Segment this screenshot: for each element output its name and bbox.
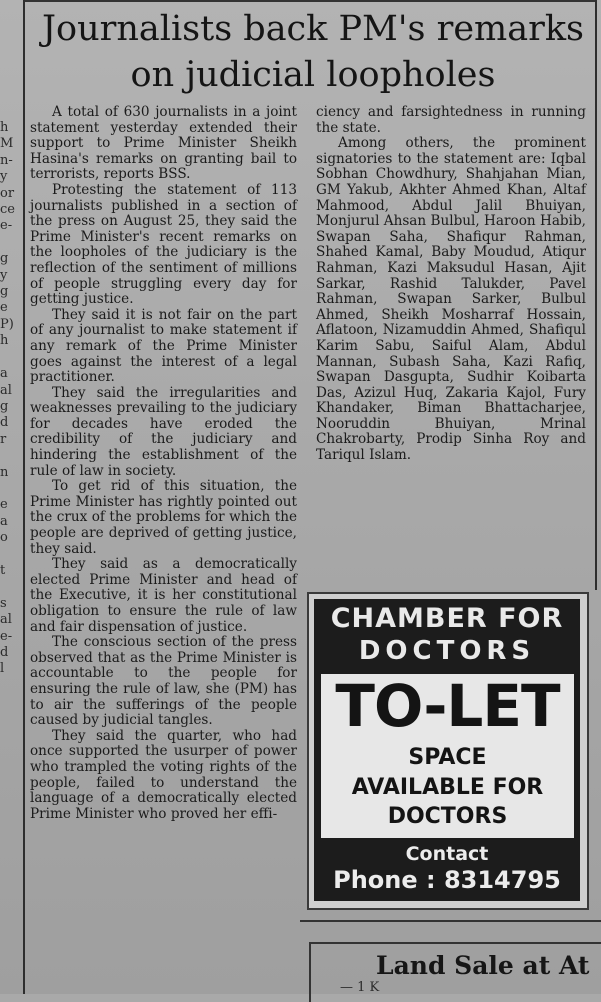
fragment-line: n- (0, 152, 13, 168)
fragment-line (0, 235, 18, 251)
paragraph: They said the irregularities and weaknesses prevailing to the judiciary for decades have eroded the credibility of the judiciary and hindering the establishment of the rule of law in society. (30, 384, 297, 479)
fragment-line (0, 448, 18, 464)
fragment-line: ce (0, 202, 15, 218)
fragment-line: g (0, 284, 9, 300)
fragment-line: h (0, 333, 9, 349)
land-sale-fragment: — 1 K (340, 980, 380, 995)
paragraph: Among others, the prominent signatories to the statement are: Iqbal Sobhan Chowdhury, Shahjahan Mian, GM Yakub, Akhter Ahmed Khan, Altaf Mahmood, Abdul Jalil Bhuiyan, Monjurul Ahsan Bulbul, Haroon Habib, Swapan Saha, Shafiqur Rahman, Shahed Kamal, Baby Moudud, Atiqur Rahman, Kazi Maksudul Hasan, Ajit Sarkar, Rashid Talukder, Pavel Rahman, Swapan Sarker, Bulbul Ahmed, Sheikh Mosharraf Hossain, Aflatoon, Nizamuddin Ahmed, Shafiqul Karim Sabu, Saiful Alam, Abdul Mannan, Subash Saha, Kazi Rafiq, Swapan Dasgupta, Sudhir Koibarta Das, Azizul Huq, Zakaria Kajol, Fury Khandaker, Biman Bhattacharjee, Nooruddin Bhuiyan, Mrinal Chakrobarty, Prodip Sinha Roy and Tariqul Islam. (316, 135, 586, 464)
paragraph: Protesting the statement of 113 journalists published in a section of the press on August 25, they said the Prime Minister's recent remarks on the loopholes of the judiciary is the reflection of the sentiment of millions of people struggling every day for getting justice. (30, 181, 297, 308)
paragraph: They said it is not fair on the part of any journalist to make statement if any remark of the Prime Minister goes against the interest of a legal practitioner. (30, 306, 297, 386)
fragment-line: M (0, 136, 14, 152)
section-rule (300, 920, 601, 922)
ad-title-line-1: CHAMBER FOR (330, 603, 564, 634)
ad-contact-label: Contact (405, 843, 489, 865)
paragraph: They said the quarter, who had once supported the usurper of power who trampled the voting rights of the people, failed to understand the language of a democratically elected Prime Minister who proved her effi- (30, 727, 297, 822)
ad-phone-number: Phone : 8314795 (333, 866, 561, 894)
fragment-line: o (0, 530, 8, 546)
fragment-line (0, 547, 18, 563)
paragraph: To get rid of this situation, the Prime Minister has rightly pointed out the crux of the problems for which the people are deprived of getting justice, they said. (30, 478, 297, 557)
fragment-line: h (0, 120, 9, 135)
article-headline: Journalists back PM's remarks on judicial loopholes (42, 9, 584, 95)
fragment-line: or (0, 185, 15, 201)
fragment-line: g (0, 251, 9, 267)
ad-line-available: AVAILABLE FOR (351, 775, 544, 800)
fragment-line: e (0, 497, 8, 513)
fragment-line: e- (0, 628, 13, 644)
fragment-line: t (0, 562, 6, 578)
article-column-1 (30, 105, 297, 822)
column-rule-left (23, 0, 25, 994)
ad-to-let: TO-LET (335, 672, 560, 740)
fragment-line: y (0, 267, 8, 283)
fragment-line: d (0, 415, 9, 431)
paragraph: A total of 630 journalists in a joint statement yesterday extended their support to Prime Minister Sheikh Hasina's remarks on granting bail to terrorists, reports BSS. (30, 104, 297, 183)
top-rule (23, 0, 597, 2)
land-sale-headline: Land Sale at At (376, 951, 590, 980)
article-column-2 (316, 105, 586, 464)
fragment-line: y (0, 169, 8, 185)
adjacent-article-fragment (0, 120, 18, 880)
fragment-line: e (0, 300, 8, 316)
fragment-line: P) (0, 316, 14, 332)
paragraph: ciency and farsightedness in running the state. (316, 104, 586, 136)
ad-line-space: SPACE (408, 745, 487, 770)
fragment-line: d (0, 645, 9, 660)
fragment-line: g (0, 398, 9, 414)
paragraph: They said as a democratically elected Prime Minister and head of the Executive, it is her constitutional obligation to ensure the rule of law and fair dispensation of justice. (30, 556, 297, 635)
paragraph: The conscious section of the press observed that as the Prime Minister is accountable to the people for ensuring the rule of law, she (PM) has to air the sufferings of the people caused by judicial tangles. (30, 634, 297, 729)
fragment-line (0, 350, 18, 366)
fragment-line (0, 579, 18, 595)
fragment-line: s (0, 595, 7, 611)
fragment-line (0, 481, 18, 497)
ad-line-doctors: DOCTORS (387, 804, 508, 829)
fragment-line: n (0, 464, 9, 480)
fragment-line: al (0, 382, 12, 398)
ad-title-line-2: DOCTORS (358, 636, 536, 666)
fragment-line: al (0, 612, 12, 628)
fragment-line: a (0, 366, 8, 382)
fragment-line: a (0, 513, 8, 529)
fragment-line: e- (0, 218, 13, 234)
fragment-line: l (0, 661, 5, 677)
fragment-line: r (0, 431, 7, 447)
